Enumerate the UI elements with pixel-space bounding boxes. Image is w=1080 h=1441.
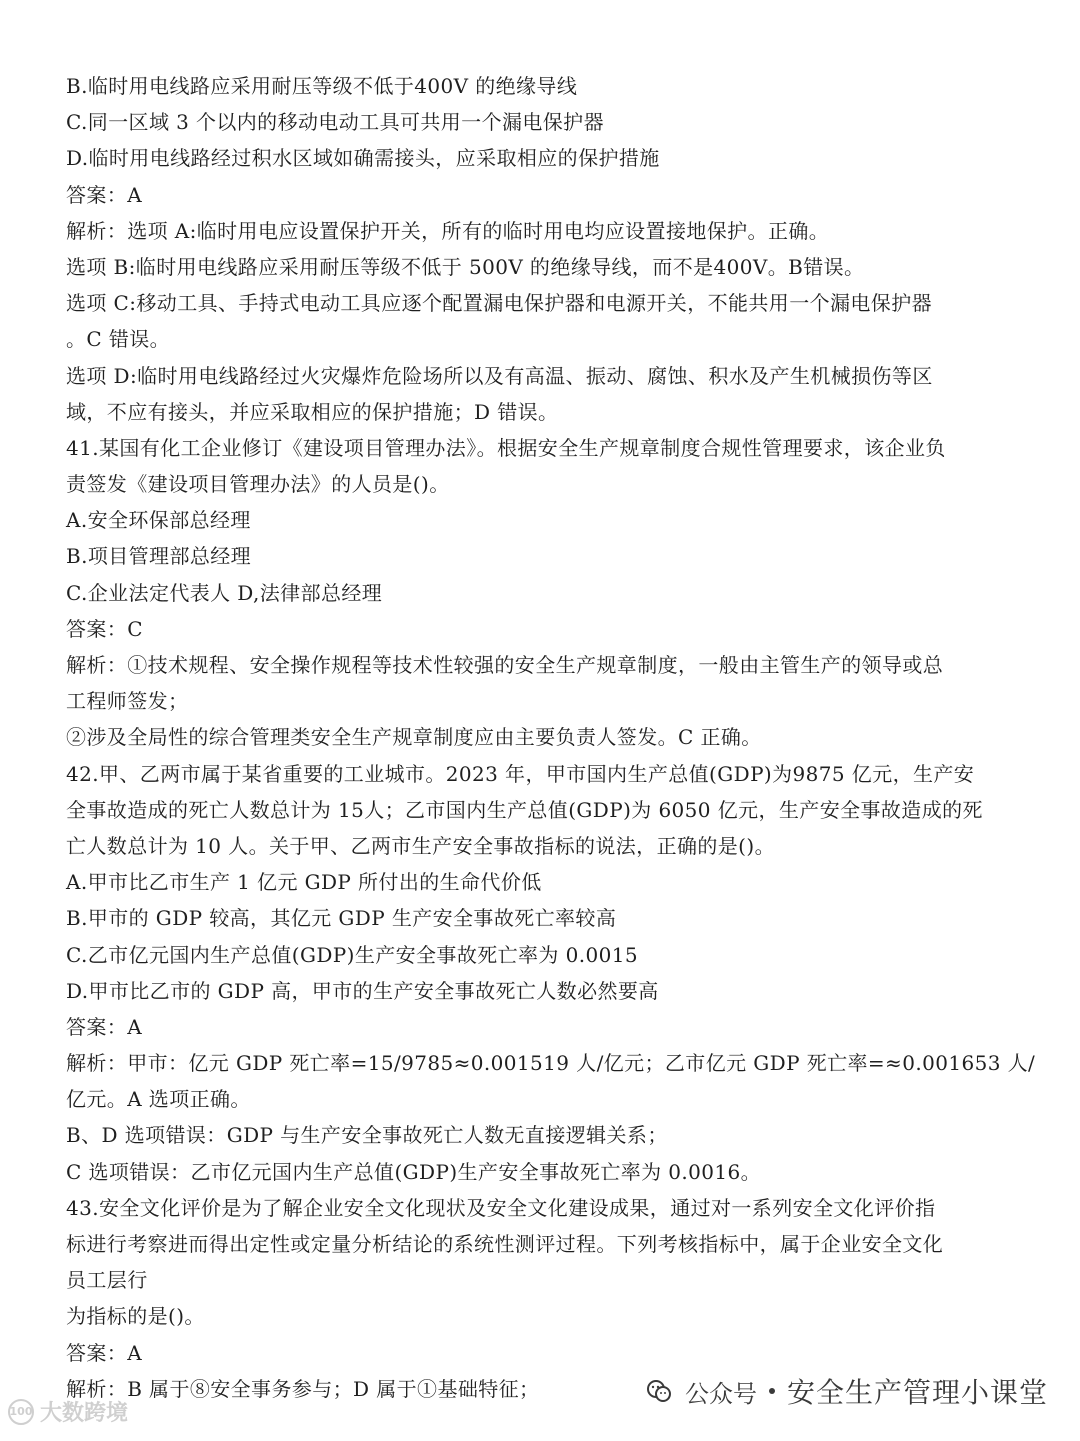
text-line: 标进行考察进而得出定性或定量分析结论的系统性测评过程。下列考核指标中，属于企业安全文化 — [66, 1232, 944, 1256]
logo-circle-icon: 100 — [8, 1399, 34, 1425]
text-line: 员工层行 — [66, 1268, 148, 1293]
text-line: 域，不应有接头，并应采取相应的保护措施；D 错误。 — [66, 399, 559, 424]
text-line: 答案：A — [66, 1340, 143, 1365]
text-line: 选项 B:临时用电线路应采用耐压等级不低于 500V 的绝缘导线，而不是400V。B错误。 — [66, 254, 865, 279]
text-line: 选项 D:临时用电线路经过火灾爆炸危险场所以及有高温、振动、腐蚀、积水及产生机械损伤等区 — [66, 363, 933, 388]
wechat-watermark — [645, 1371, 1048, 1411]
text-line: C 选项错误：乙市亿元国内生产总值(GDP)生产安全事故死亡率为 0.0016。 — [66, 1159, 762, 1184]
text-line: 为指标的是()。 — [66, 1304, 205, 1329]
text-line: 43.安全文化评价是为了解企业安全文化现状及安全文化建设成果，通过对一系列安全文化评价指 — [66, 1195, 936, 1220]
text-line: ②涉及全局性的综合管理类安全生产规章制度应由主要负责人签发。C 正确。 — [66, 725, 762, 750]
text-line: 亡人数总计为 10 人。关于甲、乙两市生产安全事故指标的说法，正确的是()。 — [66, 833, 775, 858]
text-line: 。C 错误。 — [66, 327, 171, 352]
watermark-account-name: 安全生产管理小课堂 — [786, 1376, 1048, 1409]
text-line: 解析：选项 A:临时用电应设置保护开关，所有的临时用电均应设置接地保护。正确。 — [66, 218, 830, 243]
text-line: 答案：A — [66, 1014, 143, 1039]
text-line: 责签发《建设项目管理办法》的人员是()。 — [66, 472, 450, 497]
text-line: B.甲市的 GDP 较高，其亿元 GDP 生产安全事故死亡率较高 — [66, 906, 617, 931]
text-line: 解析：B 属于⑧安全事务参与；D 属于①基础特征； — [66, 1376, 540, 1401]
text-line: 41.某国有化工企业修订《建设项目管理办法》。根据安全生产规章制度合规性管理要求，该企业负 — [66, 435, 946, 460]
footer-logo — [8, 1396, 128, 1427]
text-line: B、D 选项错误：GDP 与生产安全事故死亡人数无直接逻辑关系； — [66, 1123, 668, 1148]
text-line: D.甲市比乙市的 GDP 高，甲市的生产安全事故死亡人数必然要高 — [66, 978, 659, 1003]
text-line: 选项 C:移动工具、手持式电动工具应逐个配置漏电保护器和电源开关，不能共用一个漏电保护器 — [66, 291, 932, 316]
text-line: 答案：C — [66, 616, 143, 641]
text-line: D.临时用电线路经过积水区域如确需接头，应采取相应的保护措施 — [66, 146, 660, 171]
text-line: A.甲市比乙市生产 1 亿元 GDP 所付出的生命代价低 — [66, 870, 542, 895]
text-line: C.同一区域 3 个以内的移动电动工具可共用一个漏电保护器 — [66, 110, 604, 135]
document-body — [66, 68, 1036, 1407]
text-line: 答案：A — [66, 182, 143, 207]
text-line: 全事故造成的死亡人数总计为 15人；乙市国内生产总值(GDP)为 6050 亿元，生产安全事故造成的死 — [66, 797, 983, 822]
text-line: C.乙市亿元国内生产总值(GDP)生产安全事故死亡率为 0.0015 — [66, 942, 638, 967]
text-line: 亿元。A 选项正确。 — [66, 1087, 251, 1112]
watermark-label: 公众号 — [684, 1379, 757, 1408]
text-line: C.企业法定代表人 D,法律部总经理 — [66, 580, 383, 605]
text-line: 解析：甲市：亿元 GDP 死亡率=15/9785≈0.001519 人/亿元；乙市亿元 GDP 死亡率=≈0.001653 人/ — [66, 1051, 1036, 1076]
text-line: 42.甲、乙两市属于某省重要的工业城市。2023 年，甲市国内生产总值(GDP)为9875 亿元，生产安 — [66, 761, 975, 786]
text-line: B.项目管理部总经理 — [66, 544, 252, 569]
text-line: B.临时用电线路应采用耐压等级不低于400V 的绝缘导线 — [66, 74, 578, 98]
text-line: 工程师签发； — [66, 689, 189, 714]
text-line: A.安全环保部总经理 — [66, 508, 251, 533]
logo-text: 大数跨境 — [40, 1401, 129, 1426]
text-line: 解析：①技术规程、安全操作规程等技术性较强的安全生产规章制度，一般由主管生产的领导或总 — [66, 653, 944, 677]
wechat-icon — [645, 1377, 673, 1405]
separator-dot — [769, 1388, 775, 1394]
